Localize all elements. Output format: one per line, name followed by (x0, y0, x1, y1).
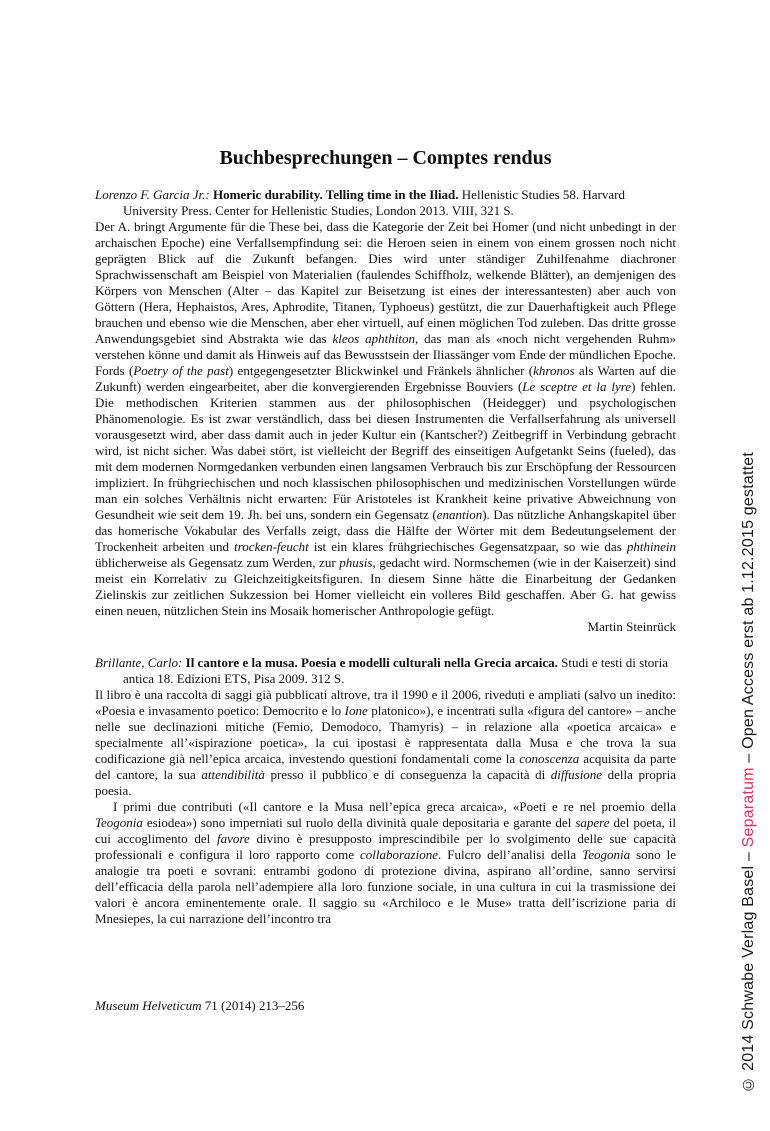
text-segment: presso il pubblico e di conseguenza la capacità di (264, 767, 551, 782)
text-segment: ). Das nützliche Anhangskapitel über das homerische Vokabular des Verfalls zeigt, dass die Hälfte der Wörter mit dem Bedeutungselement der Trockenheit arbeiten und (95, 507, 676, 554)
review-garcia (95, 187, 676, 635)
text-segment: Ione (344, 703, 368, 718)
review-paragraph (95, 687, 676, 799)
text-segment: esiodea») sono imperniati sul ruolo della divinità quale depositaria e garante del (142, 815, 576, 830)
text-segment: , das man als «noch nicht vergehenden Ruhm» verstehen könne und damit als Hinweis auf das Bewusstsein der Iliassänger vom Ende der mündlichen Epoche. Fords ( (95, 331, 677, 378)
text-segment: ) entgegengesetzter Blickwinkel und Fränkels ähnlicher ( (228, 363, 534, 378)
text-segment: sono le analogie tra poeti e sovrani: entrambi godono di protezione divina, aspirano all’ordine, sanno servirsi dell’efficacia della parola nell’adempiere alla loro funzione sociale, in una cultura in cui la trasmissione dei valori è ancora eminentemente orale. Il saggio su «Archiloco e le Muse» tratta dell’iscrizione paria di Mnesiepes, la cui narrazione dell’incontro tra (95, 847, 676, 926)
text-segment: 71 (2014) 213–256 (201, 998, 305, 1013)
text-segment: divino è presupposto imprescindibile per lo svolgimento delle sue capacità professionali e configura il loro rapporto come (95, 831, 676, 862)
text-segment: acquisita da parte del cantore, la sua (95, 751, 676, 782)
text-segment: platonico»), e incentrati sulla «figura del cantore» – anche nelle sue declinazioni mitiche (Femio, Demodoco, Thamyris) – in relazione alla «poetica arcaica» e specialmente all’«ispirazione poetica», la cui ipostasi è rappresentata dalla Musa e che trova la sua codificazione già nell’epica arcaica, investendo questioni fondamentali come la (95, 703, 676, 766)
text-segment: Der A. bringt Argumente für die These bei, dass die Kategorie der Zeit bei Homer (und nicht unbedingt in der archaischen Epoche) eine Verfallsempfindung sei: die Heroen seien in einem von einem grossen noch nicht geprägten Blick auf die Zukunft befangen. Dies wird unter ständiger Zuhilfenahme diachroner Sprachwissenschaft am Beispiel von Materialien (faulendes Schiffholz, welkende Blätter), an demjenigen des Körpers von Menschen (Alter – das Kapitel zur Beisetzung ist eines der interessantesten) aber auch von Göttern (Hera, Hephaistos, Ares, Aphrodite, Titanen, Typhoeus) gestützt, die zur Dauerhaftigkeit auch Pflege brauchen und ebenso wie die Menschen, aber eher virtuell, auf einen möglichen Tod zuleben. Das dritte grosse Anwendungsgebiet sind Abstrakta wie das (95, 219, 676, 346)
text-segment: Le sceptre et la lyre (522, 379, 632, 394)
review-paragraph (95, 219, 676, 619)
text-segment: attendibilità (201, 767, 265, 782)
text-segment: kleos aphthiton (332, 331, 415, 346)
text-segment: ) fehlen. Die methodischen Kriterien stammen aus der philosophischen (Heidegger) und psychologischen Phänomenologie. Es ist zwar verständlich, dass bei diesen Instrumenten die Verfallserfahrung als universell vorausgesetzt wird, aber dass damit auch in jeder Kultur ein (Kantscher?) Zeitbegriff in Verbindung gebracht wird, ist nicht sicher. Was dabei stört, ist vielleicht der Begriff des einseitigen Aufgetankt Seins (fueled), das mit dem modernen Normgedanken verbunden einen langsamen Verbrauch bis zur Erschöpfung der Ressourcen impliziert. In frühgriechischen und noch klassischen philosophischen und medizinischen Vorstellungen würde man ein solches Verhältnis nicht erwarten: Für Aristoteles ist Krankheit keine privative Abweichnung von Gesundheit wie seit dem 19. Jh. bei uns, sondern ein Gegensatz ( (95, 379, 676, 522)
copyright-sidebar (740, 452, 758, 1093)
text-segment: khronos (533, 363, 575, 378)
text-segment: conoscenza (519, 751, 580, 766)
text-segment: phusis (339, 555, 373, 570)
text-segment: , gedacht wird. Normschemen (wie in der Kaiserzeit) sind meist ein Korrelativ zu Gleichzeitigkeitsfiguren. In diesem Sinne hätte die Einarbeitung der Gedanken Zielinskis zur zeitlichen Sukzession bei Homer vielleicht ein volleres Bild geschaffen. Aber G. hat gewiss einen neuen, nützlichen Stein ins Mosaik homerischer Anthropologie gefügt. (95, 555, 676, 618)
text-segment: üblicherweise als Gegensatz zum Werden, zur (95, 555, 340, 570)
text-segment: Homeric durability. Telling time in the Iliad. (212, 187, 459, 202)
page-title: Buchbesprechungen – Comptes rendus (219, 147, 552, 169)
review-paragraph (95, 799, 676, 927)
text-segment: collaborazione (360, 847, 438, 862)
text-segment: I primi due contributi («Il cantore e la Musa nell’epica greca arcaica», «Poeti e re nel proemio della (113, 799, 676, 814)
text-segment: Museum Helveticum (95, 998, 202, 1013)
text-segment: Lorenzo F. Garcia Jr.: (95, 187, 213, 202)
text-column (95, 146, 676, 927)
review-heading (95, 655, 676, 687)
journal-footer (95, 998, 304, 1014)
text-segment: Hellenistic Studies 58. Harvard University Press. Center for Hellenistic Studies, London 2013. VIII, 321 S. (123, 187, 625, 218)
text-segment: sapere (575, 815, 610, 830)
text-segment: als Warten auf die Zukunft) werden eingearbeitet, aber die konvergierenden Ergebnisse Bouviers ( (95, 363, 677, 394)
text-segment: trocken-feucht (234, 539, 309, 554)
review-brillante (95, 655, 676, 927)
text-segment: della propria poesia. (95, 767, 677, 798)
text-segment: enantion (436, 507, 483, 522)
text-segment: Il cantore e la musa. Poesia e modelli culturali nella Grecia arcaica. (185, 655, 558, 670)
text-segment: diffusione (550, 767, 603, 782)
text-segment: Teogonia (95, 815, 143, 830)
text-segment: Studi e testi di storia antica 18. Edizioni ETS, Pisa 2009. 312 S. (123, 655, 669, 686)
reviewer-signature: Martin Steinrück (587, 619, 676, 634)
text-segment: Separatum (740, 767, 757, 848)
text-segment: phthinein (626, 539, 676, 554)
text-segment: Il libro è una raccolta di saggi già pubblicati altrove, tra il 1990 e il 2006, riveduti e ampliati (salvo un inedito: «Poesia e invasamento poetico: Democrito e lo (95, 687, 676, 718)
review-heading (95, 187, 676, 219)
text-segment: Brillante, Carlo: (95, 655, 186, 670)
text-segment: Poetry of the past (133, 363, 229, 378)
text-segment: – Open Access erst ab 1.12.2015 gestattet (740, 452, 757, 768)
text-segment: © 2014 Schwabe Verlag Basel – (740, 847, 757, 1093)
text-segment: Teogonia (582, 847, 631, 862)
text-segment: . Fulcro dell’analisi della (438, 847, 583, 862)
text-segment: del poeta, il cui accoglimento del (95, 815, 676, 846)
text-segment: favore (217, 831, 250, 846)
text-segment: ist ein klares frühgriechisches Gegensatzpaar, so wie das (308, 539, 627, 554)
